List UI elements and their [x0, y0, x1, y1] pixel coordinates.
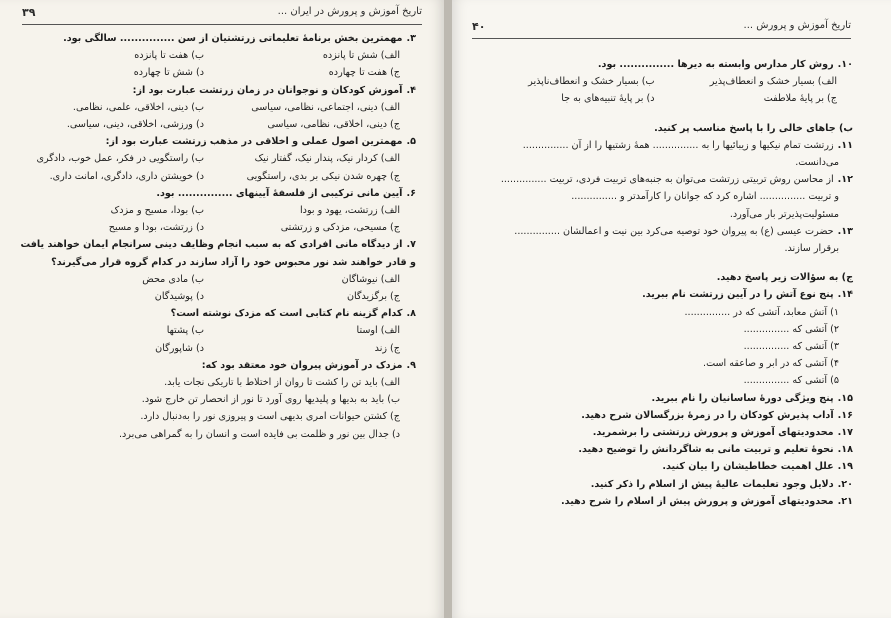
question-item	[18, 305, 416, 357]
options	[18, 202, 416, 236]
question-text: آداب پذیرش کودکان را در زمرهٔ بزرگسالان شرح دهید.	[581, 409, 834, 421]
option: الف) کردار نیک، پندار نیک، گفتار نیک	[254, 153, 400, 165]
question-text: از دیدگاه مانی افرادی که به سبب انجام وظایف دینی سرانجام ایمان خواهند یافت و قادر خواهند شد نور محبوس خود را آزاد سازند در کدام گروه قرار می‌گیرند؟	[20, 239, 416, 268]
left-page	[0, 0, 444, 618]
option: د) پوشیدگان	[154, 291, 204, 303]
fire-item: ۵) آتشی که ...............	[743, 375, 839, 387]
essay-question	[482, 476, 853, 493]
question-number: ۱۰.	[837, 59, 853, 70]
option: الف) شش تا پانزده	[322, 50, 400, 62]
question-text: محدودیتهای آموزش و پرورش زرتشتی را برشمرید.	[592, 427, 834, 439]
section-b-heading: ب) جاهای خالی را با پاسخ مناسب پر کنید.	[654, 122, 853, 134]
option: ج) برگزیدگان	[346, 291, 400, 303]
question-item	[18, 82, 416, 134]
options	[482, 73, 853, 107]
essay-question	[482, 493, 853, 510]
question-text: محدودیتهای آموزش و پرورش پیش از اسلام را شرح دهید.	[561, 495, 834, 507]
question-item	[18, 236, 416, 305]
fill-line	[482, 171, 853, 188]
left-page-header	[22, 6, 422, 19]
option: ج) بر پایهٔ ملاطفت	[763, 93, 837, 105]
question-item	[18, 357, 416, 443]
options	[18, 271, 416, 305]
question-number: ۶.	[406, 187, 416, 199]
left-header-rule	[22, 24, 422, 25]
right-page-number: ۴۰	[472, 20, 486, 33]
option: ج) زند	[374, 342, 400, 354]
question-number: ۵.	[406, 136, 416, 148]
question-text: مزدک در آموزش پیروان خود معتقد بود که:	[201, 359, 403, 371]
essay-question	[482, 390, 853, 407]
fill-line	[482, 137, 853, 154]
fill-question	[482, 137, 853, 171]
question-item	[18, 185, 416, 237]
option: ج) مسیحی، مزدکی و زرتشتی	[280, 222, 400, 234]
essay-question	[482, 424, 853, 441]
fill-text: می‌دانست.	[795, 157, 839, 169]
option: الف) اوستا	[356, 325, 400, 337]
right-page	[452, 0, 891, 618]
book-gutter	[444, 0, 452, 618]
fill-text: مسئولیت‌پذیرتر بار می‌آورد.	[729, 208, 839, 220]
left-header-title: تاریخ آموزش و پرورش در ایران ...	[277, 6, 422, 17]
essay-questions	[482, 390, 853, 510]
option: د) زرتشت، بودا و مسیح	[108, 222, 204, 234]
question-number: ۲۱.	[837, 495, 853, 507]
option: ج) هفت تا چهارده	[328, 67, 400, 79]
question-number: ۴.	[406, 84, 416, 96]
option: ب) مادی محض	[142, 273, 204, 285]
question-number: ۱۸.	[837, 444, 853, 456]
fill-line	[482, 223, 853, 240]
option: د) ورزشی، اخلاقی، دینی، سیاسی.	[66, 119, 204, 131]
question-text: پنج ویژگی دورهٔ ساسانیان را نام ببرید.	[651, 392, 834, 404]
essay-question	[482, 458, 853, 475]
question-number: ۲۰.	[837, 478, 853, 490]
option: ب) دینی، اخلاقی، علمی، نظامی.	[72, 101, 204, 113]
option: الف) باید تن را کشت تا روان از اختلاط با تاریکی نجات یابد.	[164, 377, 400, 389]
question-14	[482, 286, 853, 389]
left-page-number: ۳۹	[22, 6, 36, 19]
fill-text: برقرار سازند.	[784, 243, 839, 255]
question-text: کدام گزینه نام کتابی است که مزدک نوشته است؟	[170, 308, 403, 320]
option: ب) بودا، مسیح و مزدک	[110, 205, 204, 217]
right-page-header	[472, 20, 851, 33]
fill-question	[482, 171, 853, 223]
option: ب) بسیار خشک و انعطاف‌ناپذیر	[528, 76, 655, 88]
fill-line	[482, 206, 853, 223]
question-number: ۱۲.	[837, 174, 853, 186]
question-text: پنج نوع آتش را در آیین زرتشت نام ببرید.	[642, 289, 834, 301]
question-text: روش کار مدارس وابسته به دیرها ............... بود.	[597, 59, 834, 70]
option: د) خویشتن داری، دادگری، امانت داری.	[49, 170, 204, 182]
options	[18, 47, 416, 81]
fire-item: ۲) آتشی که ...............	[743, 323, 839, 335]
fill-line	[482, 188, 853, 205]
question-text: مهمترین اصول عملی و اخلاقی در مذهب زرتشت عبارت بود از:	[105, 136, 403, 148]
options	[18, 374, 416, 443]
fill-line	[482, 240, 853, 257]
option: ج) دینی، اخلاقی، نظامی، سیاسی	[267, 119, 400, 131]
question-item	[18, 133, 416, 185]
fill-line	[482, 154, 853, 171]
fill-text: و تربیت ............... اشاره کرد که جوانان را کارآمدتر و ...............	[571, 191, 839, 203]
question-text: مهمترین بخش برنامهٔ تعلیماتی زرتشتیان از سن ............... سالگی بود.	[63, 33, 403, 44]
options	[18, 322, 416, 356]
question-number: ۸.	[406, 308, 416, 320]
question-text: آموزش کودکان و نوجوانان در زمان زرتشت عبارت بود از:	[132, 84, 403, 96]
question-text: علل اهمیت خطاطیشان را بیان کنید.	[662, 461, 834, 473]
question-number: ۷.	[406, 239, 416, 251]
option: الف) نیوشاگان	[341, 273, 400, 285]
fill-text: از محاسن روش تربیتی زرتشت می‌توان به جنبه‌های تربیت فردی، تربیت ...............	[500, 174, 834, 186]
question-number: ۹.	[406, 359, 416, 371]
option: الف) بسیار خشک و انعطاف‌پذیر	[709, 76, 837, 88]
option: د) بر پایهٔ تنبیه‌های به جا	[561, 93, 655, 105]
option: الف) زرتشت، یهود و بودا	[300, 205, 400, 217]
right-questions	[482, 56, 853, 510]
essay-question	[482, 407, 853, 424]
question-number: ۳.	[406, 33, 416, 44]
question-number: ۱۵.	[837, 392, 853, 404]
option: ب) باید به بدیها و پلیدیها روی آورد تا نور از انحصار تن خارج شود.	[141, 394, 400, 406]
fire-item: ۳) آتشی که ...............	[743, 341, 839, 353]
fill-in-questions	[482, 137, 853, 257]
options	[18, 99, 416, 133]
option: د) شاپورگان	[155, 342, 204, 354]
option: الف) دینی، اجتماعی، نظامی، سیاسی	[251, 101, 400, 113]
question-text: آیین مانی ترکیبی از فلسفهٔ آیینهای ............... بود.	[156, 187, 403, 199]
question-10	[482, 56, 853, 108]
question-number: ۱۷.	[837, 427, 853, 439]
question-text: نحوهٔ تعلیم و تربیت مانی به شاگردانش را توضیح دهید.	[578, 444, 834, 456]
question-number: ۱۳.	[837, 225, 853, 237]
left-questions	[18, 30, 416, 443]
question-number: ۱۱.	[837, 139, 853, 151]
option: ب) راستگویی در فکر، عمل خوب، دادگری	[36, 153, 204, 165]
fill-text: زرتشت تمام نیکیها و زیبائیها را به ............... همهٔ زشتیها را از آن ...............	[522, 139, 834, 151]
option: ج) کشتن حیوانات امری بدیهی است و پیروزی نور را به‌دنبال دارد.	[140, 411, 400, 423]
fire-item: ۴) آتشی که در ابر و صاعقه است.	[703, 358, 839, 370]
option: ج) چهره شدن نیکی بر بدی، راستگویی	[246, 170, 400, 182]
section-c-heading: ج) به سؤالات زیر پاسخ دهید.	[716, 272, 853, 284]
option: ب) پشتها	[166, 325, 204, 337]
fire-item: ۱) آتش معابد، آتشی که در ...............	[684, 306, 839, 318]
right-header-rule	[472, 38, 851, 39]
option: د) شش تا چهارده	[133, 67, 204, 79]
essay-question	[482, 441, 853, 458]
option: د) جدال بین نور و ظلمت بی فایده است و انسان را به گمراهی می‌برد.	[118, 428, 400, 440]
option: ب) هفت تا پانزده	[134, 50, 204, 62]
question-text: دلایل وجود تعلیمات عالیهٔ پیش از اسلام را ذکر کنید.	[590, 478, 834, 490]
right-header-title: تاریخ آموزش و پرورش ...	[743, 20, 851, 31]
question-number: ۱۶.	[837, 409, 853, 421]
question-number: ۱۴.	[837, 289, 853, 301]
question-number: ۱۹.	[837, 461, 853, 473]
fill-question	[482, 223, 853, 257]
options	[18, 150, 416, 184]
fill-text: حضرت عیسی (ع) به پیروان خود توصیه می‌کرد بین نیت و اعمالشان ...............	[514, 225, 834, 237]
question-item	[18, 30, 416, 82]
